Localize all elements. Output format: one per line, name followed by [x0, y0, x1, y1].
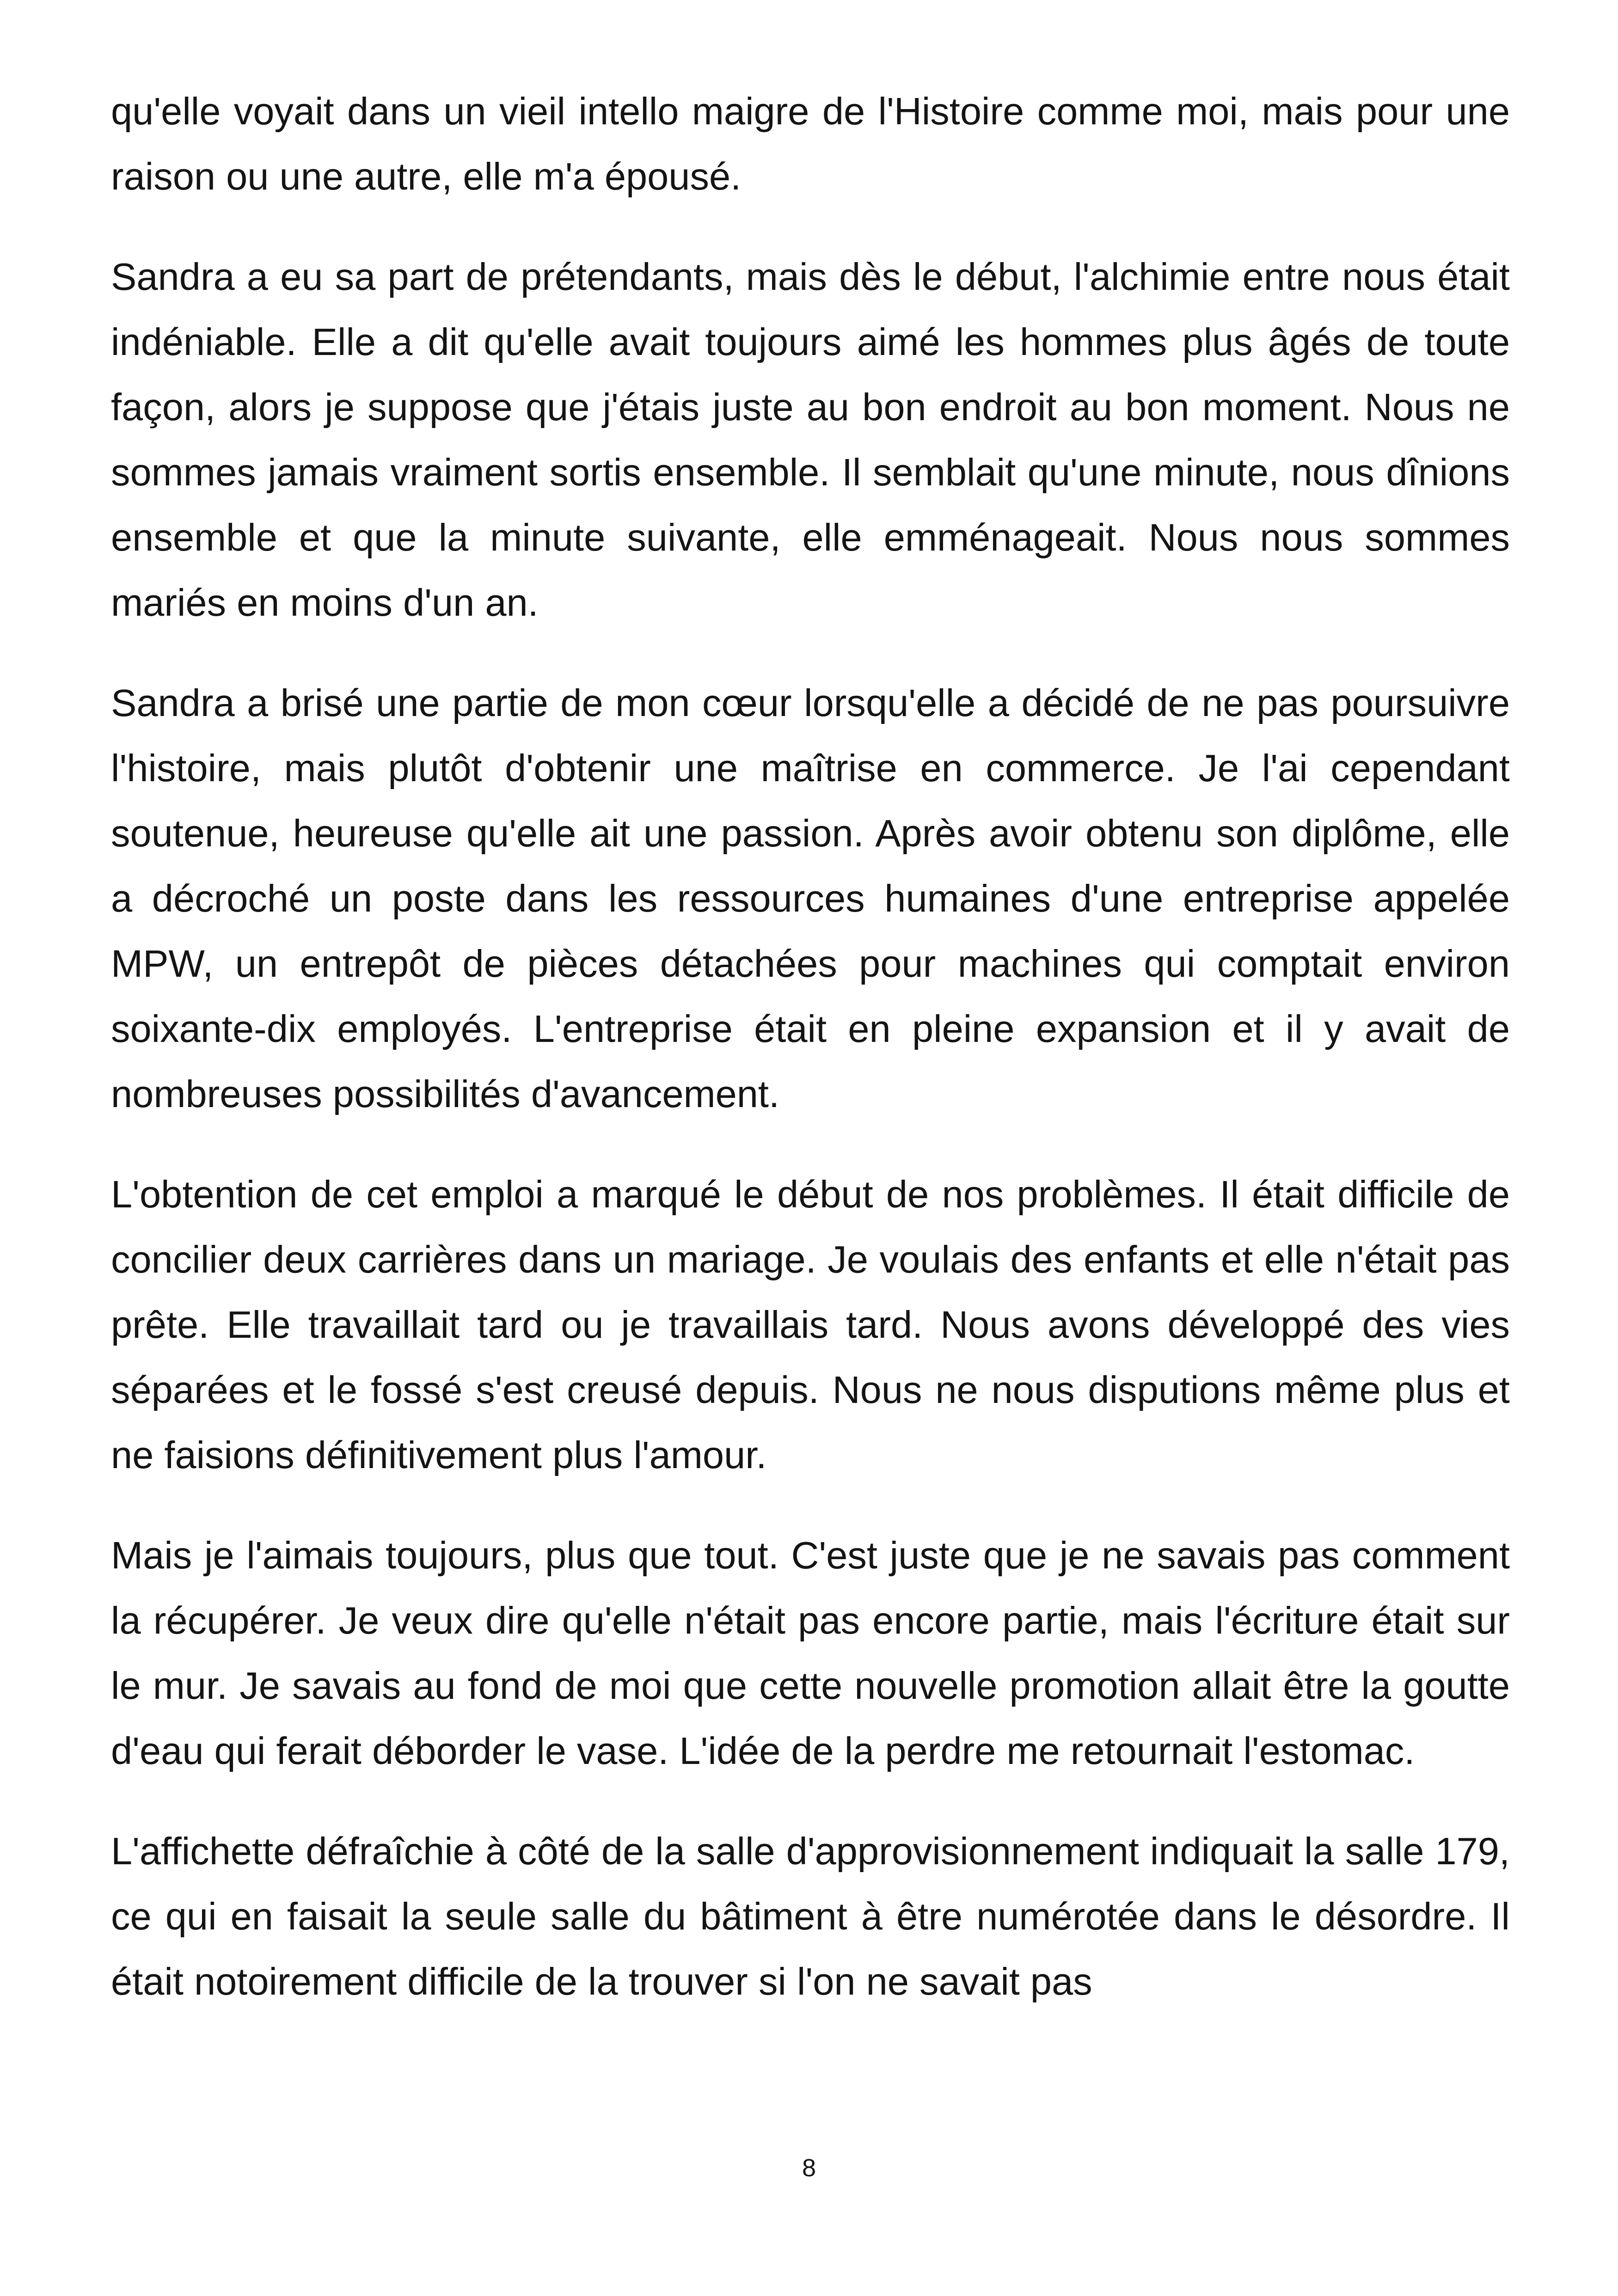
paragraph-5: Mais je l'aimais toujours, plus que tout. C'est juste que je ne savais pas comment la récupérer. Je veux dire qu'elle n'était pas encore partie, mais l'écriture était sur le mur. Je savais au fond de moi que cette nouvelle promotion allait être la goutte d'eau qui ferait déborder le vase. L'idée de la perdre me retournait l'estomac. [111, 1534, 1510, 1772]
paragraph-4: L'obtention de cet emploi a marqué le début de nos problèmes. Il était difficile de concilier deux carrières dans un mariage. Je voulais des enfants et elle n'était pas prête. Elle travaillait tard ou je travaillais tard. Nous avons développé des vies séparées et le fossé s'est creusé depuis. Nous ne nous disputions même plus et ne faisions définitivement plus l'amour. [111, 1173, 1510, 1476]
paragraph-1: qu'elle voyait dans un vieil intello maigre de l'Histoire comme moi, mais pour une raison ou une autre, elle m'a épousé. [111, 90, 1510, 198]
page-number: 8 [802, 2154, 816, 2182]
page-body [111, 79, 1510, 2049]
paragraph-3: Sandra a brisé une partie de mon cœur lorsqu'elle a décidé de ne pas poursuivre l'histoire, mais plutôt d'obtenir une maîtrise en commerce. Je l'ai cependant soutenue, heureuse qu'elle ait une passion. Après avoir obtenu son diplôme, elle a décroché un poste dans les ressources humaines d'une entreprise appelée MPW, un entrepôt de pièces détachées pour machines qui comptait environ soixante-dix employés. L'entreprise était en pleine expansion et il y avait de nombreuses possibilités d'avancement. [111, 681, 1510, 1115]
paragraph-2: Sandra a eu sa part de prétendants, mais dès le début, l'alchimie entre nous était indéniable. Elle a dit qu'elle avait toujours aimé les hommes plus âgés de toute façon, alors je suppose que j'étais juste au bon endroit au bon moment. Nous ne sommes jamais vraiment sortis ensemble. Il semblait qu'une minute, nous dînions ensemble et que la minute suivante, elle emménageait. Nous nous sommes mariés en moins d'un an. [111, 255, 1510, 624]
paragraph-6: L'affichette défraîchie à côté de la salle d'approvisionnement indiquait la salle 179, ce qui en faisait la seule salle du bâtiment à être numérotée dans le désordre. Il était notoirement difficile de la trouver si l'on ne savait pas [111, 1830, 1510, 2003]
